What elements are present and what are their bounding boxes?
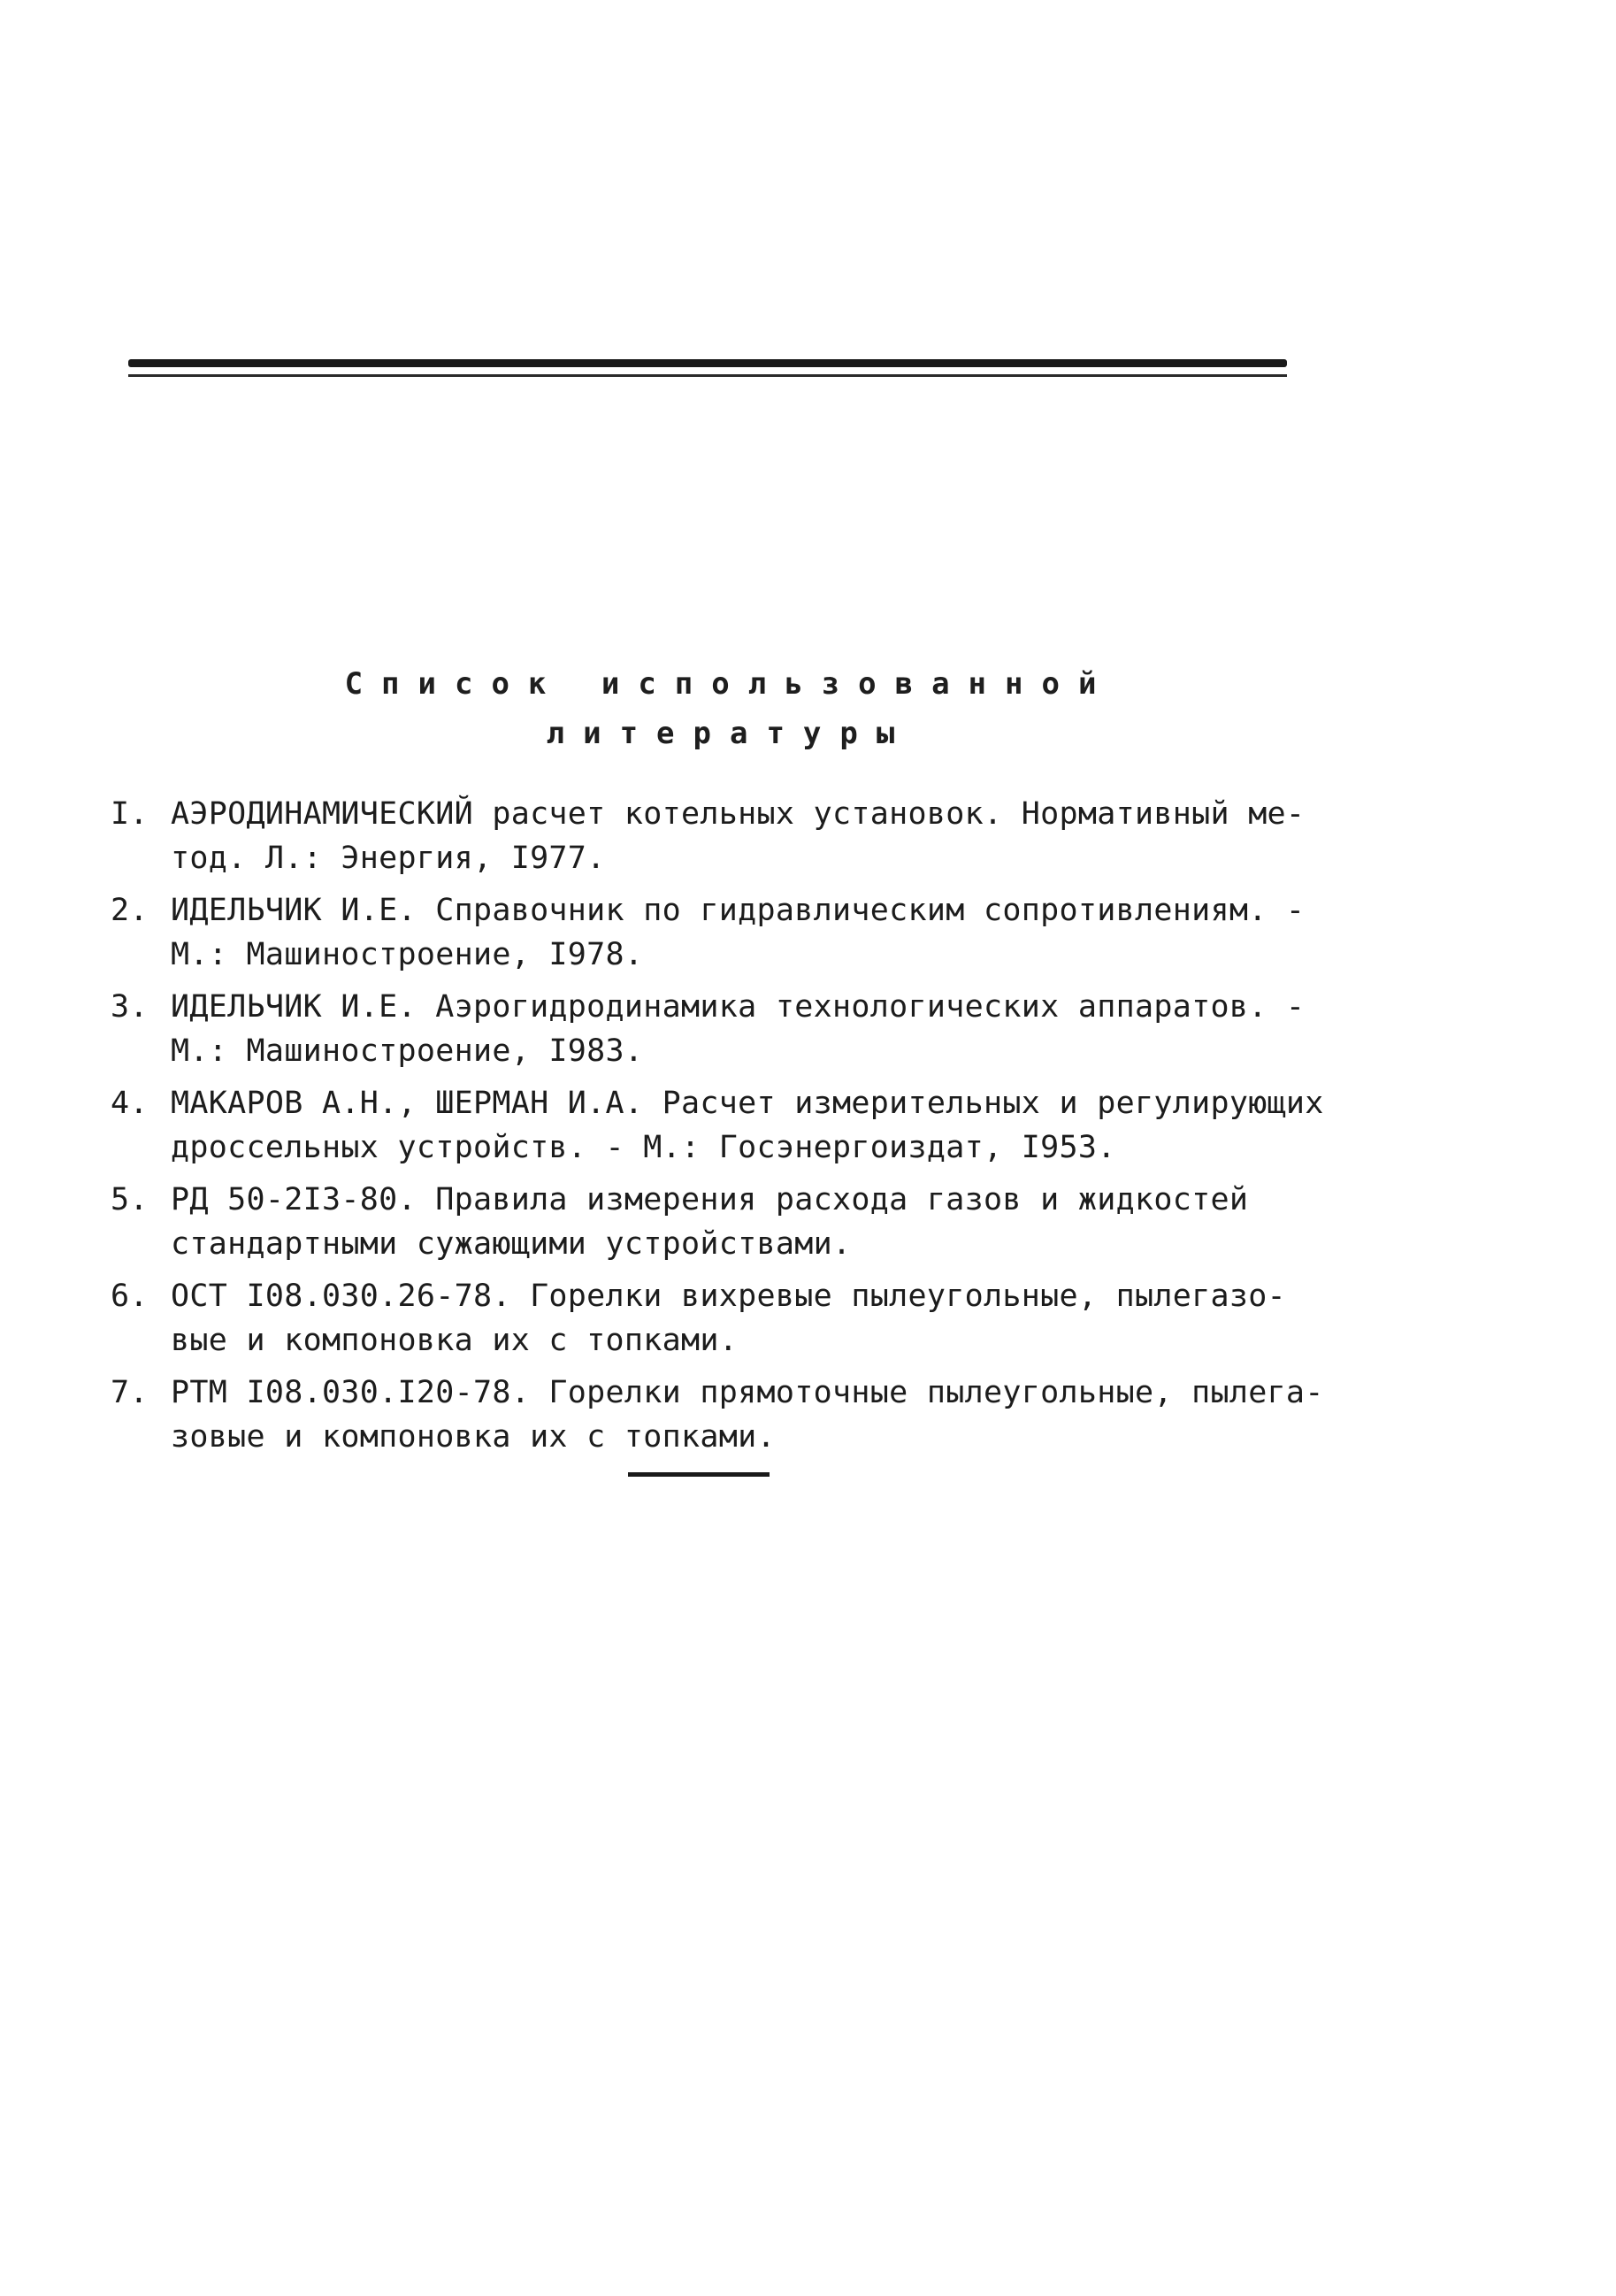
header-rule-thin: [128, 374, 1287, 377]
reference-text-line: АЭРОДИНАМИЧЕСКИЙ расчет котельных установок. Нормативный ме-: [171, 796, 1306, 832]
reference-text-line: М.: Машиностроение, I978.: [171, 937, 644, 972]
header-double-rule: [128, 357, 1287, 383]
reference-number: 5.: [111, 1182, 149, 1217]
bibliography-title: [265, 659, 1194, 758]
reference-number: I.: [111, 796, 149, 832]
reference-text-line: стандартными сужающими устройствами.: [171, 1226, 852, 1262]
reference-item: [111, 1081, 1324, 1170]
reference-number: 3.: [111, 989, 149, 1025]
reference-text-line: ОСТ I08.030.26-78. Горелки вихревые пылеугольные, пылегазо-: [171, 1279, 1286, 1314]
reference-text-line: МАКАРОВ А.Н., ШЕРМАН И.А. Расчет измерительных и регулирующих: [171, 1086, 1324, 1121]
reference-number: 4.: [111, 1086, 149, 1121]
bibliography-title-line-1: Список использованной: [344, 666, 1115, 702]
reference-item: [111, 1371, 1324, 1459]
reference-item: [111, 985, 1306, 1073]
reference-list: [111, 792, 1324, 1467]
reference-text-line: тод. Л.: Энергия, I977.: [171, 841, 606, 876]
reference-text-line: зовые и компоновка их с топками.: [171, 1419, 776, 1455]
reference-text-line: вые и компоновка их с топками.: [171, 1323, 739, 1358]
reference-number: 7.: [111, 1375, 149, 1410]
reference-text-line: дроссельных устройств. - М.: Госэнергоиздат, I953.: [171, 1130, 1116, 1165]
reference-item: [111, 792, 1306, 880]
reference-text-line: РД 50-2I3-80. Правила измерения расхода газов и жидкостей: [171, 1182, 1249, 1217]
reference-text-line: ИДЕЛЬЧИК И.Е. Аэрогидродинамика технологических аппаратов. -: [171, 989, 1306, 1025]
header-rule-thick: [128, 359, 1287, 367]
bibliography-title-line-2: литературы: [546, 716, 914, 751]
reference-text-line: М.: Машиностроение, I983.: [171, 1033, 644, 1069]
reference-text-line: РТМ I08.030.I20-78. Горелки прямоточные пылеугольные, пылега-: [171, 1375, 1324, 1410]
end-of-list-rule: [628, 1472, 770, 1477]
reference-number: 2.: [111, 893, 149, 928]
reference-item: [111, 888, 1306, 977]
reference-number: 6.: [111, 1279, 149, 1314]
reference-item: [111, 1178, 1287, 1266]
reference-text-line: ИДЕЛЬЧИК И.Е. Справочник по гидравлическим сопротивлениям. -: [171, 893, 1306, 928]
reference-item: [111, 1274, 1287, 1363]
